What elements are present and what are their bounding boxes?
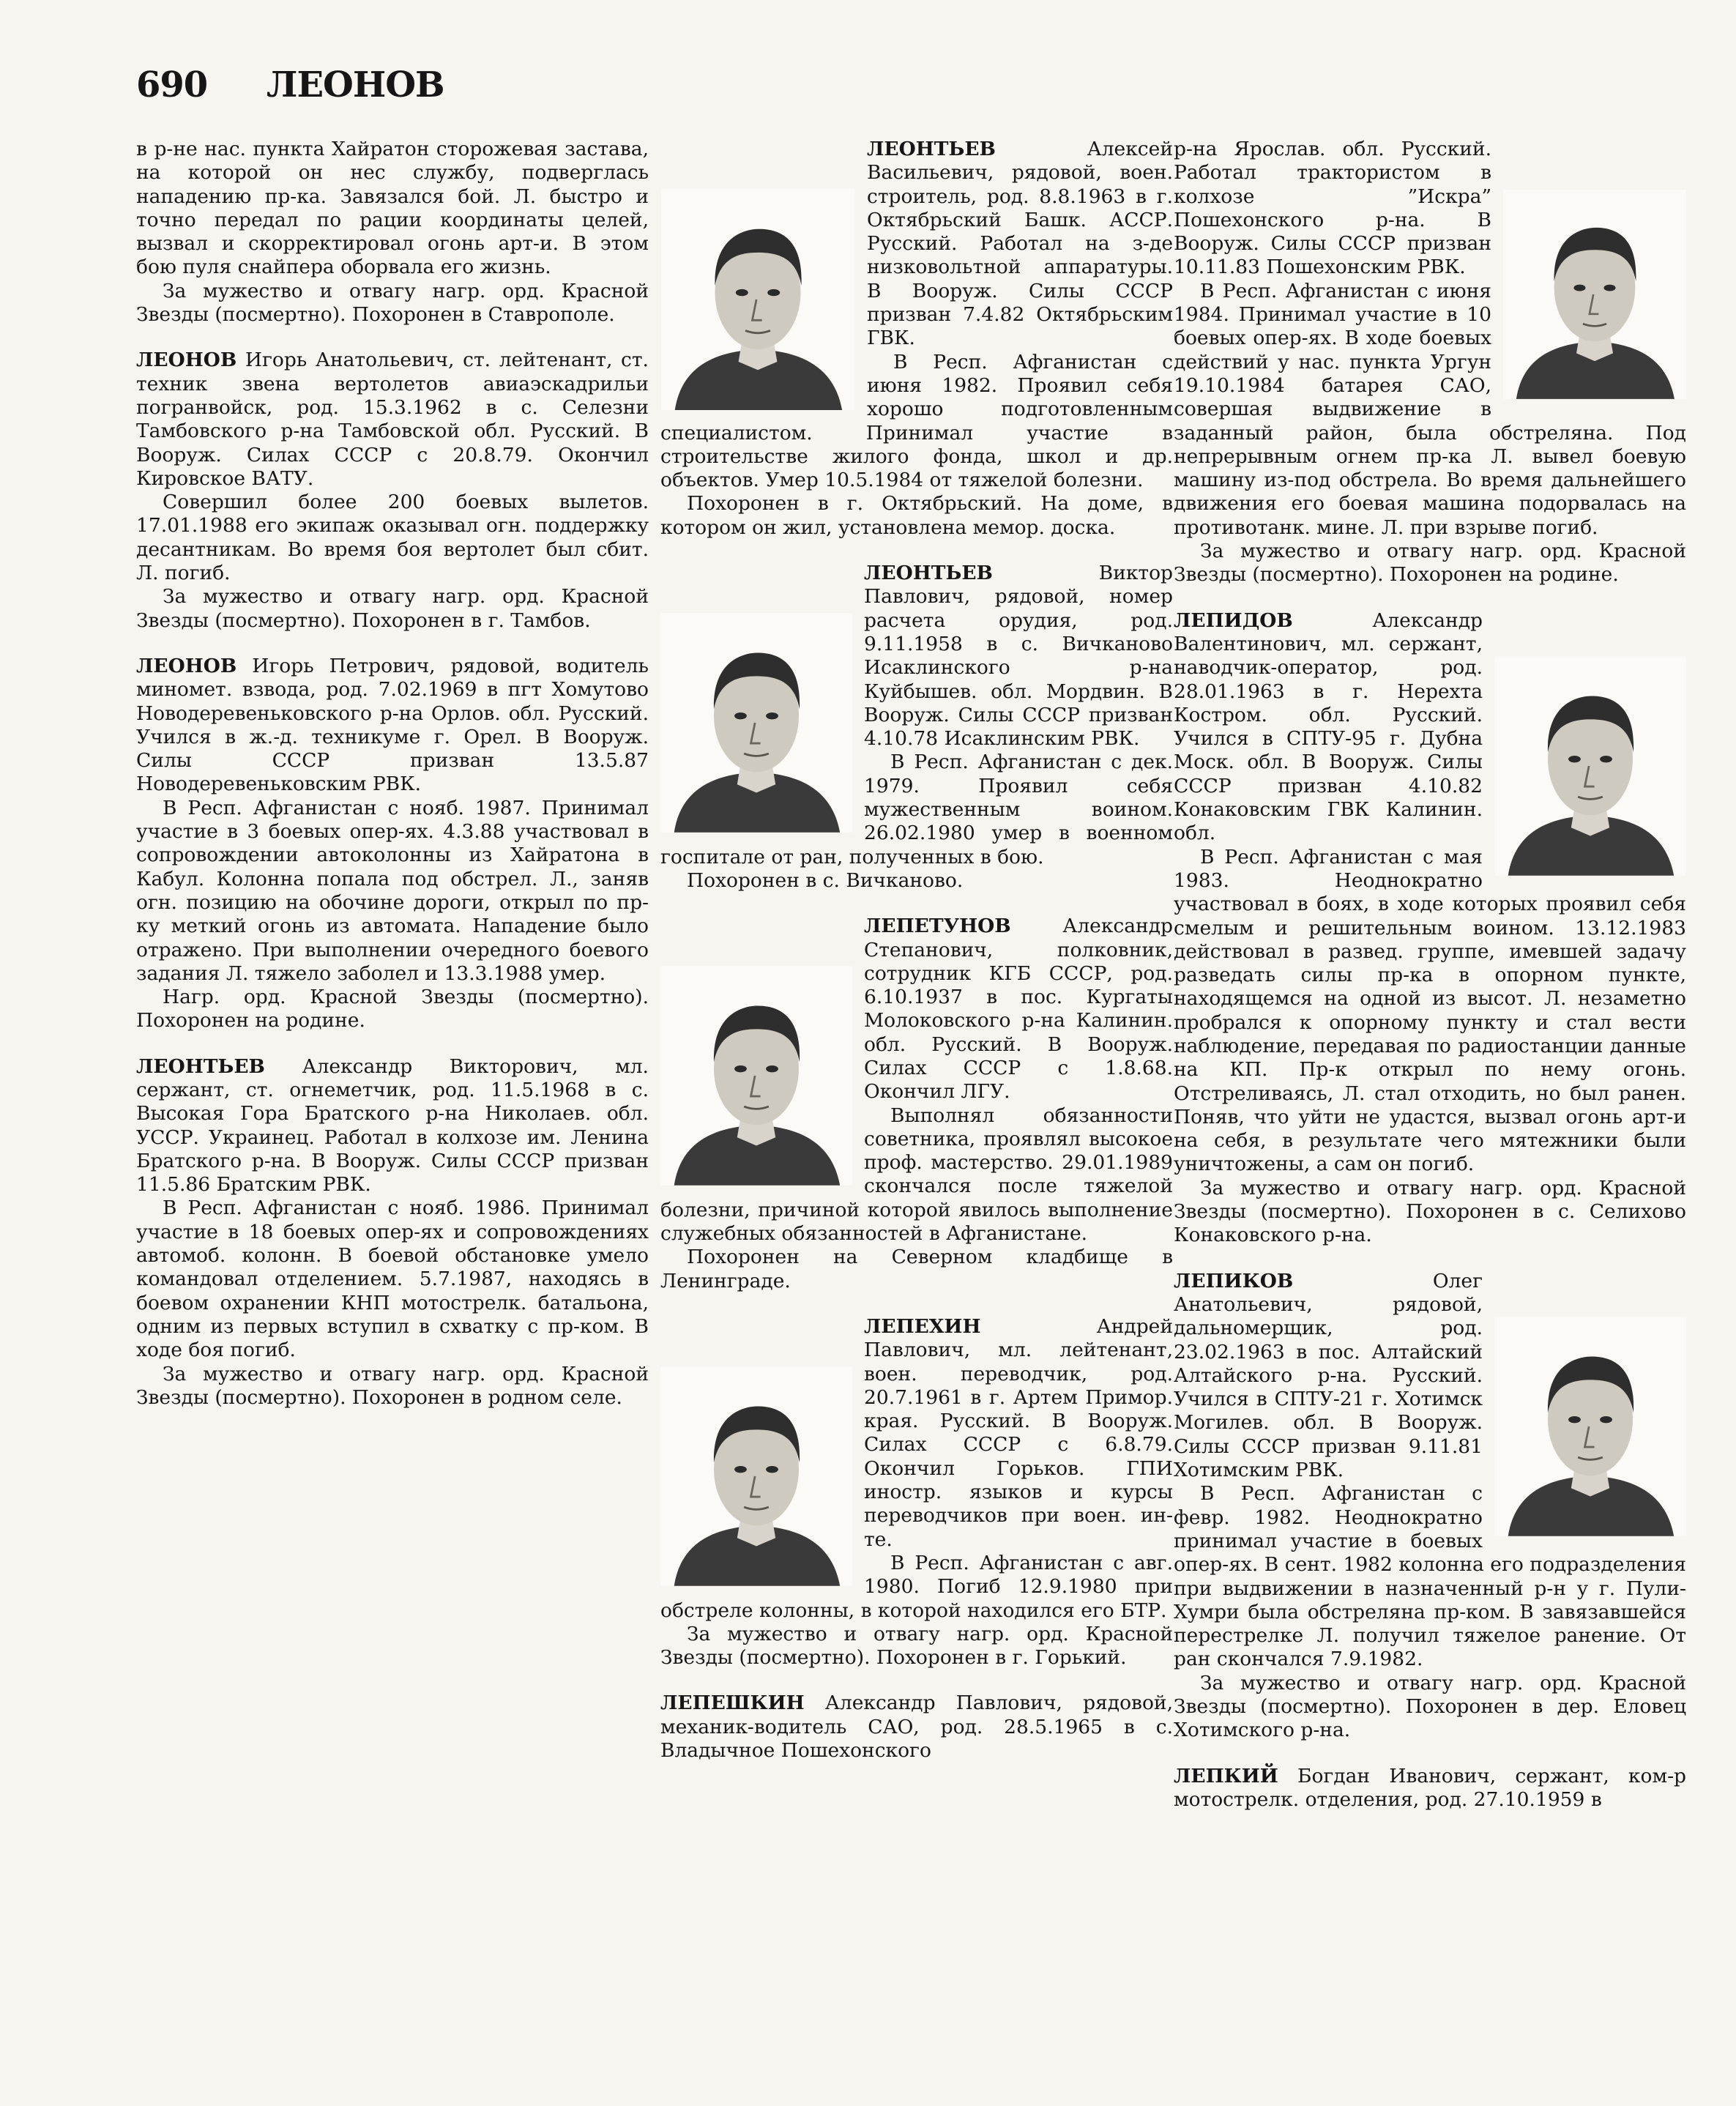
entry-leontev-aleksandr [136,1055,649,1410]
page-number: 690 [136,64,208,105]
entry-leontev-viktor [660,562,1173,893]
entry-lepkiy [1174,1765,1686,1812]
portrait-photo-icon [660,966,852,1186]
entry-text: Похоронен на Северном кладбище в Ленинграде. [660,1246,1173,1292]
entry-lepikov [1174,1270,1686,1743]
entry-text: Нагр. орд. Красной Звезды (посмертно). Похоронен на родине. [136,986,649,1032]
entry-text: в р-не нас. пункта Хайратон сторожевая застава, на которой он нес службу, подверглась нападению пр-ка. Завязался бой. Л. быстро и точно передал по рации координаты целей, вызвал и скорректировал огонь арт-и. В этом бою пуля снайпера оборвала его жизнь. [136,138,649,279]
entry-text: Андрей Павлович, мл. лейтенант, воен. переводчик, род. 20.7.1961 в г. Артем Примор. края. Русский. В Вооруж. Силах СССР с 6.8.79. Окончил Горьков. ГПИ иностр. языков и курсы переводчиков при воен. ин-те. [864,1314,1173,1551]
entry-text: За мужество и отвагу нагр. орд. Красной Звезды (посмертно). Похоронен в г. Горький. [660,1622,1173,1670]
entry-text: В Респ. Афганистан с дек. 1979. Проявил себя мужественным воином. 26.02.1980 умер в военном госпитале от ран, полученных в бою. [660,751,1173,868]
entry-surname: ЛЕПЕШКИН [660,1692,805,1715]
entry-surname: ЛЕПКИЙ [1174,1764,1278,1787]
entry-text: В Респ. Афганистан с нояб. 1986. Принимал участие в 18 боевых опер-ях и сопровождениях автомоб. колонн. В боевой обстановке умело командовал отделением. 5.7.1987, находясь в боевом охранении КНП мотострелк. батальона, одним из первых вступил в схватку с пр-ком. В ходе боя погиб. [136,1197,649,1362]
entry-text: За мужество и отвагу нагр. орд. Красной Звезды (посмертно). Похоронен в дер. Еловец Хотимского р-на. [1174,1671,1686,1742]
entry-text: За мужество и отвагу нагр. орд. Красной Звезды (посмертно). Похоронен в с. Селихово Конаковского р-на. [1174,1176,1686,1247]
entry-surname: ЛЕОНТЬЕВ [867,138,996,160]
entry-text: Выполнял обязанности советника, проявлял высокое проф. мастерство. 29.01.1989 скончался после тяжелой болезни, причиной которой явилось выполнение служебных обязанностей в Афганистане. [660,1104,1173,1246]
entry-text: За мужество и отвагу нагр. орд. Красной Звезды (посмертно). Похоронен в родном селе. [136,1362,649,1409]
entry-lepetunov [660,915,1173,1293]
entry-text: В Респ. Афганистан с июня 1982. Проявил себя хорошо подготовленным специалистом. Принимал участие в строительстве жилого фонда, школ и др. объектов. Умер 10.5.1984 от тяжелой болезни. [660,350,1173,492]
entry-lepeshkin [660,1692,1173,1763]
entry-text: Александр Валентинович, мл. сержант, наводчик-оператор, род. 28.01.1963 в г. Нерехта Костром. обл. Русский. Учился в СПТУ-95 г. Дубна Моск. обл. В Вооруж. Силы СССР призван 4.10.82 Конаковским ГВК Калинин. обл. [1174,609,1483,845]
entry-surname: ЛЕПИКОВ [1174,1269,1294,1292]
entry-leonov-igor-a [136,349,649,633]
entry-surname: ЛЕОНОВ [136,654,237,677]
entry-text: Александр Викторович, мл. сержант, ст. огнеметчик, род. 11.5.1968 в с. Высокая Гора Братского р-на Николаев. обл. УССР. Украинец. Работал в колхозе им. Ленина Братского р-на. В Вооруж. Силы СССР призван 11.5.86 Братским РВК. [136,1054,649,1197]
entry-text: Игорь Анатольевич, ст. лейтенант, ст. техник звена вертолетов авиаэскадрильи погранвойск, род. 15.3.1962 в с. Селезни Тамбовского р-на Тамбовской обл. Русский. В Вооруж. Силах СССР с 20.8.79. Окончил Кировское ВАТУ. [136,349,649,490]
entry-text: В Респ. Афганистан с мая 1983. Неоднократно участвовал в боях, в ходе которых проявил себя смелым и решительным воином. 13.12.1983 действовал в развед. группе, имевшей задачу разведать силы пр-ка в опорном пункте, находящемся на одной из высот. Л. незаметно пробрался к опорному пункту и стал вести наблюдение, передавая по радиостанции данные на КП. Пр-к открыл по нему огонь. Отстреливаясь, Л. стал отходить, но был ранен. Поняв, что уйти не удастся, вызвал огонь арт-и на себя, в результате чего мятежники были уничтожены, а сам он погиб. [1174,845,1686,1176]
entry-surname: ЛЕОНТЬЕВ [136,1054,265,1078]
entry-lepekhin [660,1315,1173,1670]
portrait-photo-icon [660,1366,852,1586]
entry-text: Богдан Иванович, сержант, ком-р мотострелк. отделения, род. 27.10.1959 в [1174,1764,1686,1811]
column-2 [660,138,1173,2078]
entry-text: В Респ. Афганистан с февр. 1982. Неоднократно принимал участие в боевых опер-ях. В сент. 1982 колонна его подразделения при выдвижении в назначенный р-н у г. Пули-Хумри была обстреляна пр-ком. В завязавшейся перестрелке Л. получил тяжелое ранение. От ран скончался 7.9.1982. [1174,1482,1686,1671]
entry-text: За мужество и отвагу нагр. орд. Красной Звезды (посмертно). Похоронен в г. Тамбов. [136,585,649,632]
portrait-photo-icon [660,189,855,410]
entry-text: За мужество и отвагу нагр. орд. Красной Звезды (посмертно). Похоронен на родине. [1174,540,1686,587]
entry-surname: ЛЕПЕТУНОВ [864,915,1011,938]
portrait-photo-icon [1494,656,1686,876]
entry-surname: ЛЕОНОВ [136,349,237,372]
entry-text: Алексей Васильевич, рядовой, воен. строитель, род. 8.8.1963 в г. Октябрьский Башк. АССР. Русский. Работал на з-де низковольтной аппаратуры. В Вооруж. Силы СССР призван 7.4.82 Октябрьским ГВК. [867,138,1173,350]
entry-text: Похоронен в с. Вичканово. [687,868,964,892]
entry-continuation [136,138,649,327]
entry-surname: ЛЕПИДОВ [1174,609,1293,632]
entry-text: Виктор Павлович, рядовой, номер расчета орудия, род. 9.11.1958 в с. Вичканово Исаклинского р-на Куйбышев. обл. Мордвин. В Вооруж. Силы СССР призван 4.10.78 Исаклинским РВК. [864,562,1173,751]
entry-text: Александр Степанович, полковник, сотрудник КГБ СССР, род. 6.10.1937 в пос. Кургаты Молоковского р-на Калинин. обл. Русский. В Вооруж. Силах СССР с 1.8.68. Окончил ЛГУ. [864,915,1173,1104]
entry-continuation-lepeshkin [1174,138,1686,587]
entry-leonov-igor-p [136,655,649,1033]
entry-surname: ЛЕПЕХИН [864,1314,981,1338]
portrait-photo-icon [660,613,852,833]
entry-text: В Респ. Афганистан с авг. 1980. Погиб 12.9.1980 при обстреле колонны, в которой находился его БТР. [660,1551,1173,1622]
entry-text: В Респ. Афганистан с июня 1984. Принимал участие в 10 боевых опер-ях. В ходе боевых действий у нас. пункта Ургун 19.10.1984 батарея САО, совершая выдвижение в заданный район, была обстреляна. Под непрерывным огнем пр-ка Л. вывел боевую машину из-под обстрела. Во время дальнейшего движения его боевая машина подорвалась на противотанк. мине. Л. при взрыве погиб. [1174,279,1686,539]
column-1 [136,138,649,2078]
entry-text: Похоронен в г. Октябрьский. На доме, в котором он жил, установлена мемор. доска. [660,492,1173,539]
portrait-photo-icon [1503,185,1686,404]
entry-text: Александр Павлович, рядовой, механик-водитель САО, род. 28.5.1965 в с. Владычное Пошехонского [660,1692,1173,1762]
portrait-photo-icon [1494,1317,1686,1536]
entry-text: Совершил более 200 боевых вылетов. 17.01.1988 его экипаж оказывал огн. поддержку десантникам. Во время боя вертолет был сбит. Л. погиб. [136,491,649,585]
entry-text: Олег Анатольевич, рядовой, дальномерщик, род. 23.02.1963 в пос. Алтайский Алтайского р-на. Русский. Учился в СПТУ-21 г. Хотимск Могилев. обл. В Вооруж. Силы СССР призван 9.11.81 Хотимским РВК. [1174,1269,1483,1482]
entry-text: В Респ. Афганистан с нояб. 1987. Принимал участие в 3 боевых опер-ях. 4.3.88 участвовал в сопровождении автоколонны из Хайратона в Кабул. Колонна попала под обстрел. Л., заняв огн. позицию на обочине дороги, открыл по пр-ку меткий огонь из автомата. Нападение было отражено. При выполнении очередного боевого задания Л. тяжело заболел и 13.3.1988 умер. [136,796,649,985]
entry-text: За мужество и отвагу нагр. орд. Красной Звезды (посмертно). Похоронен в Ставрополе. [136,279,649,327]
entry-lepidov [1174,609,1686,1248]
column-3 [1174,138,1686,2078]
entry-text: р-на Ярослав. обл. Русский. Работал трактористом в колхозе ”Искра” Пошехонского р-на. В Вооруж. Силы СССР призван 10.11.83 Пошехонским РВК. [1174,138,1491,279]
running-title: ЛЕОНОВ [267,64,444,105]
entry-leontev-aleksey [660,138,1173,540]
entry-surname: ЛЕОНТЬЕВ [864,562,993,585]
entry-text: Игорь Петрович, рядовой, водитель миномет. взвода, род. 7.02.1969 в пгт Хомутово Новодеревеньковского р-на Орлов. обл. Русский. Учился в ж.-д. техникуме г. Орел. В Вооруж. Силы СССР призван 13.5.87 Новодеревеньковским РВК. [136,654,649,796]
